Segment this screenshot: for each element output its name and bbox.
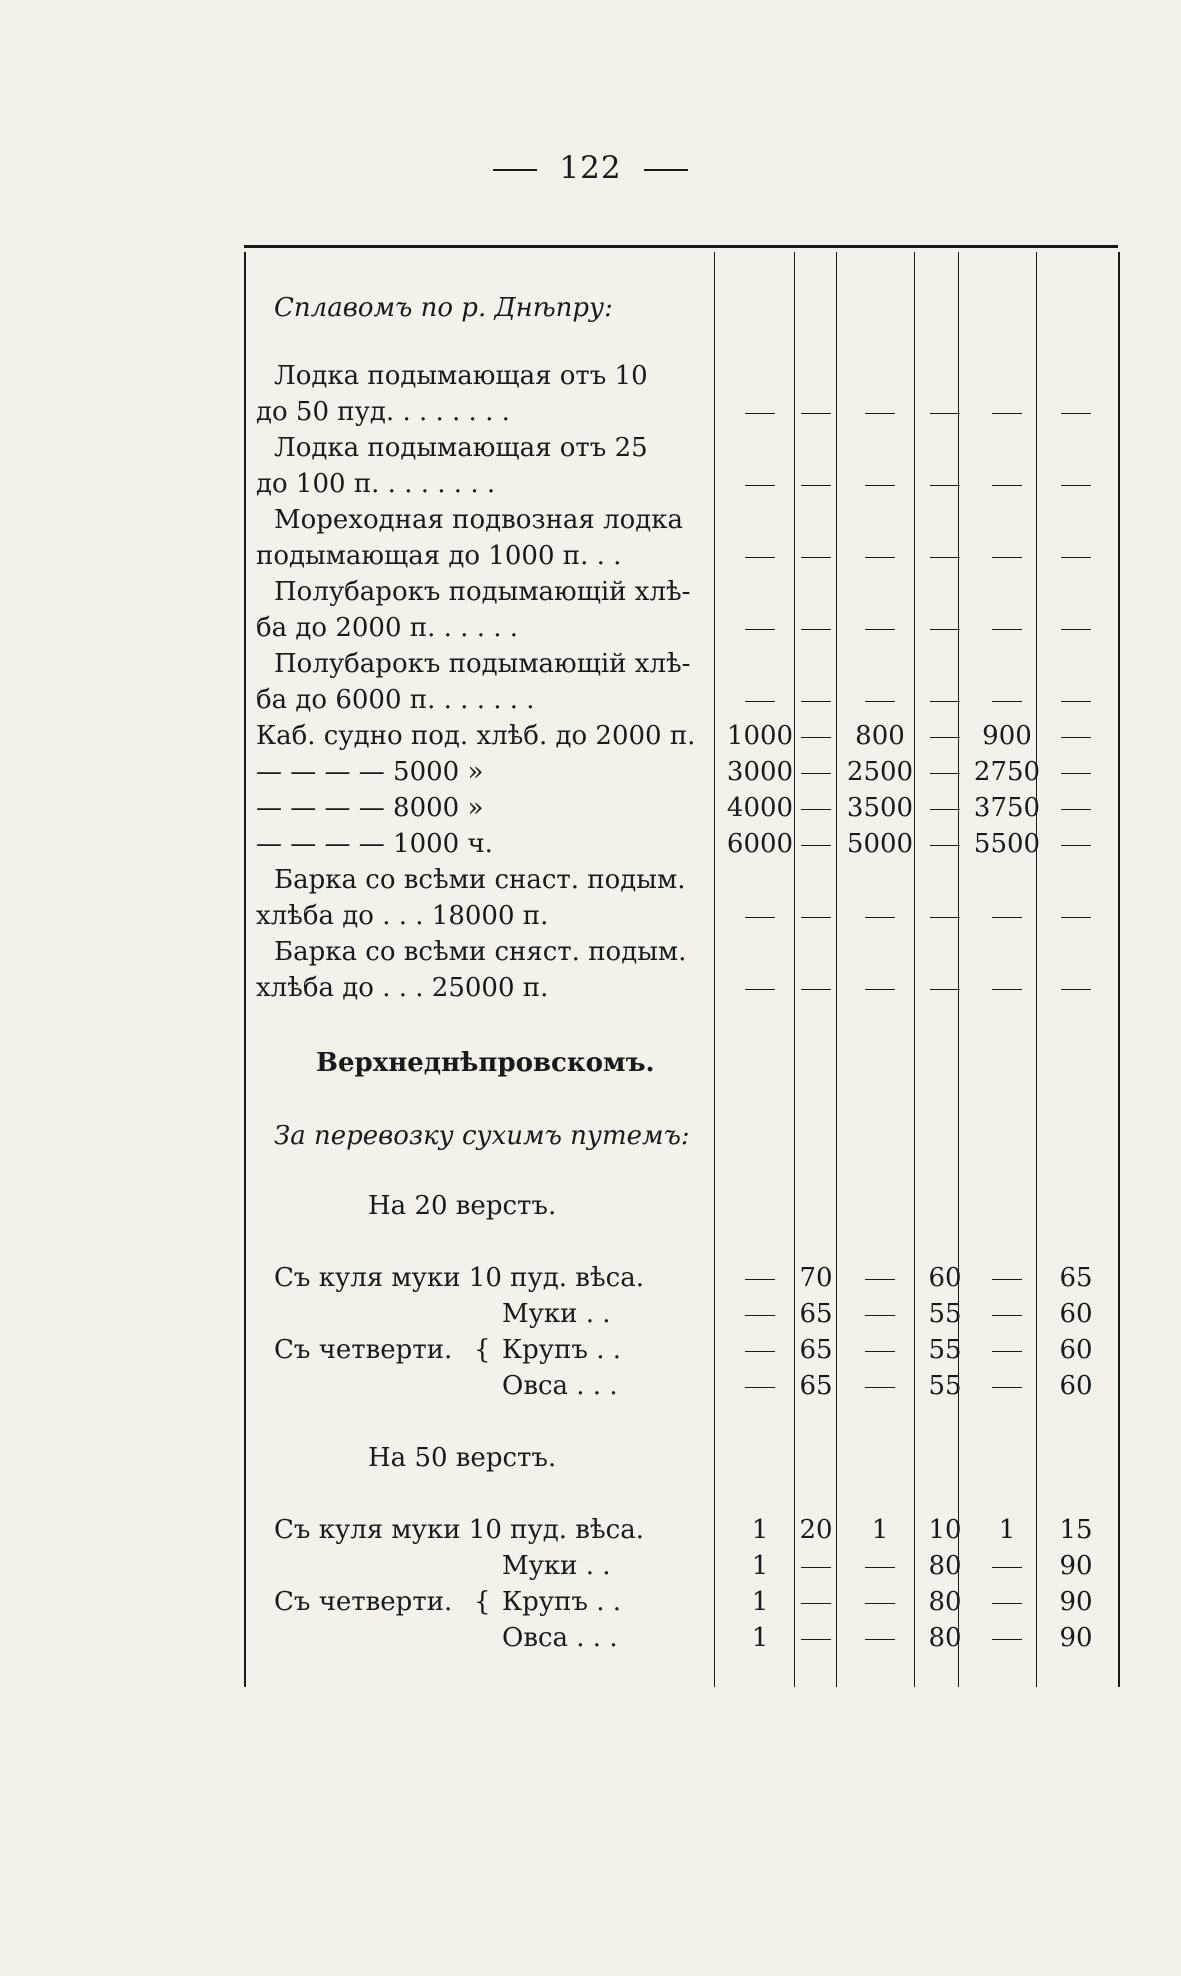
table-cell: [968, 1260, 1046, 1296]
table-row: [256, 970, 1106, 1006]
dash-mark: [865, 1279, 895, 1280]
table-row: [256, 430, 1106, 466]
table-cell: [922, 898, 968, 934]
table-cell: 3750: [973, 793, 1041, 823]
dash-mark: [865, 989, 895, 990]
table-cell: [1046, 970, 1106, 1006]
table-row: [256, 502, 1106, 538]
dash-mark: [930, 701, 960, 702]
table-row: [256, 718, 1106, 754]
table-row: [256, 610, 1106, 646]
table-cell: 1: [751, 1551, 769, 1581]
dash-mark: [745, 917, 775, 918]
table-cell: 65: [799, 1371, 833, 1401]
table-cell: [794, 538, 838, 574]
dash-mark: [930, 737, 960, 738]
grain-label: Муки . .: [502, 1299, 611, 1329]
dash-mark: [865, 1567, 895, 1568]
brace: {: [474, 1335, 491, 1365]
table-cell: [968, 1296, 1046, 1332]
dash-mark: [992, 1387, 1022, 1388]
dash-mark: [745, 413, 775, 414]
page-number: 122: [0, 150, 1181, 186]
grain-label: Крупъ . .: [502, 1587, 621, 1617]
dash-mark: [1061, 845, 1091, 846]
row-label: Каб. судно под. хлѣб. до 2000 п.: [256, 721, 696, 751]
dash-mark: [865, 1315, 895, 1316]
table-cell: 60: [1059, 1299, 1093, 1329]
table-row: [256, 754, 1106, 790]
table-cell: [838, 1584, 922, 1620]
dash-mark: [801, 845, 831, 846]
dash-mark: [801, 989, 831, 990]
dash-mark: [930, 989, 960, 990]
table-cell: [922, 466, 968, 502]
table-cell: 55: [928, 1371, 962, 1401]
dash-mark: [930, 845, 960, 846]
dash-mark: [801, 413, 831, 414]
dash-mark: [930, 557, 960, 558]
dash-mark: [930, 485, 960, 486]
row-label: Лодка подымающая отъ 10: [274, 361, 648, 391]
table-cell: [968, 1548, 1046, 1584]
table-cell: [838, 1296, 922, 1332]
table-cell: 65: [1059, 1263, 1093, 1293]
table-cell: 90: [1059, 1551, 1093, 1581]
table-cell: [1046, 394, 1106, 430]
table-row: [256, 1512, 1106, 1548]
table-row: [256, 934, 1106, 970]
dash-mark: [801, 1567, 831, 1568]
grain-label: Овса . . .: [502, 1371, 618, 1401]
dash-mark: [992, 1603, 1022, 1604]
table-cell: [794, 466, 838, 502]
dash-mark: [1061, 737, 1091, 738]
table-cell: 55: [928, 1299, 962, 1329]
table-cell: [968, 682, 1046, 718]
dash-mark: [801, 809, 831, 810]
dash-mark: [930, 413, 960, 414]
dash-mark: [865, 701, 895, 702]
dash-mark: [992, 701, 1022, 702]
row-label: Съ куля муки 10 пуд. вѣса.: [274, 1515, 644, 1545]
row-label: Полубарокъ подымающій хлѣ-: [274, 577, 691, 607]
dash-mark: [865, 557, 895, 558]
grain-label: Крупъ . .: [502, 1335, 621, 1365]
row-label: хлѣба до . . . 18000 п.: [256, 901, 549, 931]
table-cell: 60: [928, 1263, 962, 1293]
section-subtitle: За перевозку сухимъ путемъ:: [274, 1121, 690, 1151]
table-column-rule: [1118, 252, 1120, 1687]
table-cell: [922, 538, 968, 574]
row-label: до 50 пуд. . . . . . . .: [256, 397, 510, 427]
dash-mark: [745, 629, 775, 630]
table-row: [256, 1296, 1106, 1332]
table-column-rule: [244, 252, 246, 1687]
table-cell: [838, 898, 922, 934]
dash-mark: [992, 917, 1022, 918]
table-cell: [968, 394, 1046, 430]
table-cell: 55: [928, 1335, 962, 1365]
dash-mark: [1061, 701, 1091, 702]
dash-mark: [745, 1279, 775, 1280]
page-number-dash-right: [644, 169, 688, 171]
table-cell: [922, 754, 968, 790]
dash-mark: [865, 629, 895, 630]
table-cell: 60: [1059, 1371, 1093, 1401]
dash-mark: [745, 1387, 775, 1388]
table-row: [256, 1584, 1106, 1620]
table-row: [256, 898, 1106, 934]
table-row: [256, 1260, 1106, 1296]
table-row: [256, 790, 1106, 826]
dash-mark: [992, 1351, 1022, 1352]
table-row: [256, 826, 1106, 862]
table-cell: [726, 970, 794, 1006]
table-cell: [1046, 754, 1106, 790]
table-cell: 1000: [726, 721, 794, 751]
row-label: Барка со всѣми снаст. подым.: [274, 865, 686, 895]
table-row: [256, 646, 1106, 682]
table-cell: [1046, 466, 1106, 502]
dash-mark: [1061, 917, 1091, 918]
table-cell: 60: [1059, 1335, 1093, 1365]
table-cell: [726, 1296, 794, 1332]
table-cell: 800: [855, 721, 905, 751]
table-cell: 90: [1059, 1587, 1093, 1617]
dash-mark: [801, 1639, 831, 1640]
row-label: Полубарокъ подымающій хлѣ-: [274, 649, 691, 679]
table-cell: [968, 1620, 1046, 1656]
dash-mark: [865, 1387, 895, 1388]
dash-mark: [865, 1351, 895, 1352]
table-cell: 5500: [973, 829, 1041, 859]
dash-mark: [930, 773, 960, 774]
grain-label: Овса . . .: [502, 1623, 618, 1653]
dash-mark: [1061, 989, 1091, 990]
table-cell: [838, 1620, 922, 1656]
row-label: — — — — 8000 »: [256, 793, 484, 823]
table-row: [256, 862, 1106, 898]
dash-mark: [1061, 413, 1091, 414]
table-cell: [794, 1548, 838, 1584]
table-cell: 20: [799, 1515, 833, 1545]
table-cell: [838, 538, 922, 574]
section-title-row: [256, 290, 1106, 326]
table-cell: [794, 970, 838, 1006]
dash-mark: [801, 485, 831, 486]
table-cell: 10: [928, 1515, 962, 1545]
table-cell: 900: [982, 721, 1032, 751]
table-cell: 2750: [973, 757, 1041, 787]
dash-mark: [801, 629, 831, 630]
table-row: [256, 1620, 1106, 1656]
row-label: ба до 6000 п. . . . . . .: [256, 685, 535, 715]
dash-mark: [801, 701, 831, 702]
table-cell: 3500: [846, 793, 914, 823]
row-label: Лодка подымающая отъ 25: [274, 433, 648, 463]
table-cell: [794, 754, 838, 790]
table-cell: [726, 898, 794, 934]
dash-mark: [992, 557, 1022, 558]
table-cell: [794, 682, 838, 718]
dash-mark: [992, 1567, 1022, 1568]
row-label: — — — — 5000 »: [256, 757, 484, 787]
dash-mark: [1061, 773, 1091, 774]
dash-mark: [745, 1315, 775, 1316]
table-cell: [794, 394, 838, 430]
chetvert-label: Съ четверти.: [274, 1587, 453, 1617]
table-cell: 3000: [726, 757, 794, 787]
table-row: [256, 466, 1106, 502]
distance-row: [256, 1188, 1106, 1224]
row-label: подымающая до 1000 п. . .: [256, 541, 622, 571]
table-cell: [968, 1368, 1046, 1404]
dash-mark: [865, 917, 895, 918]
table-cell: 1: [751, 1515, 769, 1545]
dash-mark: [1061, 485, 1091, 486]
section-heading: Верхнеднѣпровскомъ.: [316, 1048, 655, 1078]
row-label: — — — — 1000 ч.: [256, 829, 493, 859]
dash-mark: [745, 989, 775, 990]
table-cell: [1046, 826, 1106, 862]
section-title: Сплавомъ по р. Днѣпру:: [274, 293, 613, 323]
dash-mark: [865, 413, 895, 414]
row-label: Барка со всѣми сняст. подым.: [274, 937, 687, 967]
distance-label: На 50 верстъ.: [368, 1443, 557, 1473]
table-row: [256, 1332, 1106, 1368]
table-cell: [922, 682, 968, 718]
brace: {: [474, 1587, 491, 1617]
table-cell: [968, 538, 1046, 574]
table-cell: 90: [1059, 1623, 1093, 1653]
table-cell: [726, 466, 794, 502]
row-label: Съ куля муки 10 пуд. вѣса.: [274, 1263, 644, 1293]
table-cell: [1046, 682, 1106, 718]
table-cell: [726, 1260, 794, 1296]
table-row: [256, 538, 1106, 574]
subtitle-row: [256, 1118, 1106, 1154]
table-cell: [838, 1260, 922, 1296]
dash-mark: [1061, 557, 1091, 558]
table-cell: [794, 1584, 838, 1620]
table-cell: 15: [1059, 1515, 1093, 1545]
distance-label: На 20 верстъ.: [368, 1191, 557, 1221]
row-label: ба до 2000 п. . . . . .: [256, 613, 519, 643]
table-row: [256, 1368, 1106, 1404]
chetvert-label: Съ четверти.: [274, 1335, 453, 1365]
table-cell: [794, 610, 838, 646]
distance-row: [256, 1440, 1106, 1476]
table-cell: [794, 790, 838, 826]
table-cell: [1046, 718, 1106, 754]
table-cell: [726, 538, 794, 574]
dash-mark: [992, 1315, 1022, 1316]
dash-mark: [930, 809, 960, 810]
table-cell: [726, 394, 794, 430]
dash-mark: [745, 557, 775, 558]
table-cell: 4000: [726, 793, 794, 823]
grain-label: Муки . .: [502, 1551, 611, 1581]
row-label: хлѣба до . . . 25000 п.: [256, 973, 549, 1003]
dash-mark: [992, 485, 1022, 486]
table-cell: 80: [928, 1623, 962, 1653]
table-cell: [794, 718, 838, 754]
dash-mark: [801, 737, 831, 738]
table-cell: [1046, 538, 1106, 574]
table-cell: [1046, 790, 1106, 826]
table-cell: [922, 610, 968, 646]
table-cell: [794, 898, 838, 934]
table-cell: [838, 1548, 922, 1584]
table-cell: [838, 1332, 922, 1368]
table-cell: [726, 1332, 794, 1368]
table-cell: [794, 826, 838, 862]
table-cell: [968, 898, 1046, 934]
dash-mark: [745, 485, 775, 486]
table-cell: [726, 1368, 794, 1404]
table-cell: 65: [799, 1299, 833, 1329]
table-row: [256, 394, 1106, 430]
table-cell: 6000: [726, 829, 794, 859]
table-row: [256, 574, 1106, 610]
table-cell: [968, 970, 1046, 1006]
table-cell: [922, 394, 968, 430]
dash-mark: [801, 1603, 831, 1604]
table-cell: 80: [928, 1587, 962, 1617]
dash-mark: [801, 917, 831, 918]
table-cell: [838, 970, 922, 1006]
table-cell: [922, 970, 968, 1006]
table-cell: [922, 718, 968, 754]
table-row: [256, 682, 1106, 718]
section-heading-row: [256, 1045, 1106, 1081]
table-cell: 1: [751, 1623, 769, 1653]
table-cell: [794, 1620, 838, 1656]
dash-mark: [865, 485, 895, 486]
table-cell: 65: [799, 1335, 833, 1365]
table-cell: [838, 610, 922, 646]
table-cell: [726, 682, 794, 718]
table-cell: 80: [928, 1551, 962, 1581]
dash-mark: [865, 1639, 895, 1640]
dash-mark: [930, 917, 960, 918]
table-row: [256, 1548, 1106, 1584]
dash-mark: [745, 1351, 775, 1352]
dash-mark: [1061, 809, 1091, 810]
dash-mark: [992, 1639, 1022, 1640]
dash-mark: [801, 773, 831, 774]
table-cell: 1: [871, 1515, 889, 1545]
table-cell: [968, 1332, 1046, 1368]
table-cell: [922, 826, 968, 862]
dash-mark: [992, 989, 1022, 990]
dash-mark: [745, 701, 775, 702]
table-cell: 70: [799, 1263, 833, 1293]
dash-mark: [930, 629, 960, 630]
dash-mark: [992, 629, 1022, 630]
table-cell: 2500: [846, 757, 914, 787]
table-cell: [968, 466, 1046, 502]
table-cell: [838, 1368, 922, 1404]
table-cell: [1046, 898, 1106, 934]
dash-mark: [992, 413, 1022, 414]
table-cell: [838, 466, 922, 502]
table-row: [256, 358, 1106, 394]
row-label: до 100 п. . . . . . . .: [256, 469, 496, 499]
table-cell: 1: [998, 1515, 1016, 1545]
table-cell: [968, 610, 1046, 646]
page-number-dash-left: [493, 169, 537, 171]
table-cell: 1: [751, 1587, 769, 1617]
table-cell: [1046, 610, 1106, 646]
table-cell: [922, 790, 968, 826]
table-cell: 5000: [846, 829, 914, 859]
dash-mark: [865, 1603, 895, 1604]
table-cell: [838, 682, 922, 718]
dash-mark: [992, 1279, 1022, 1280]
row-label: Мореходная подвозная лодка: [274, 505, 684, 535]
dash-mark: [1061, 629, 1091, 630]
table-cell: [968, 1584, 1046, 1620]
table-cell: [838, 394, 922, 430]
dash-mark: [801, 557, 831, 558]
table-cell: [726, 610, 794, 646]
